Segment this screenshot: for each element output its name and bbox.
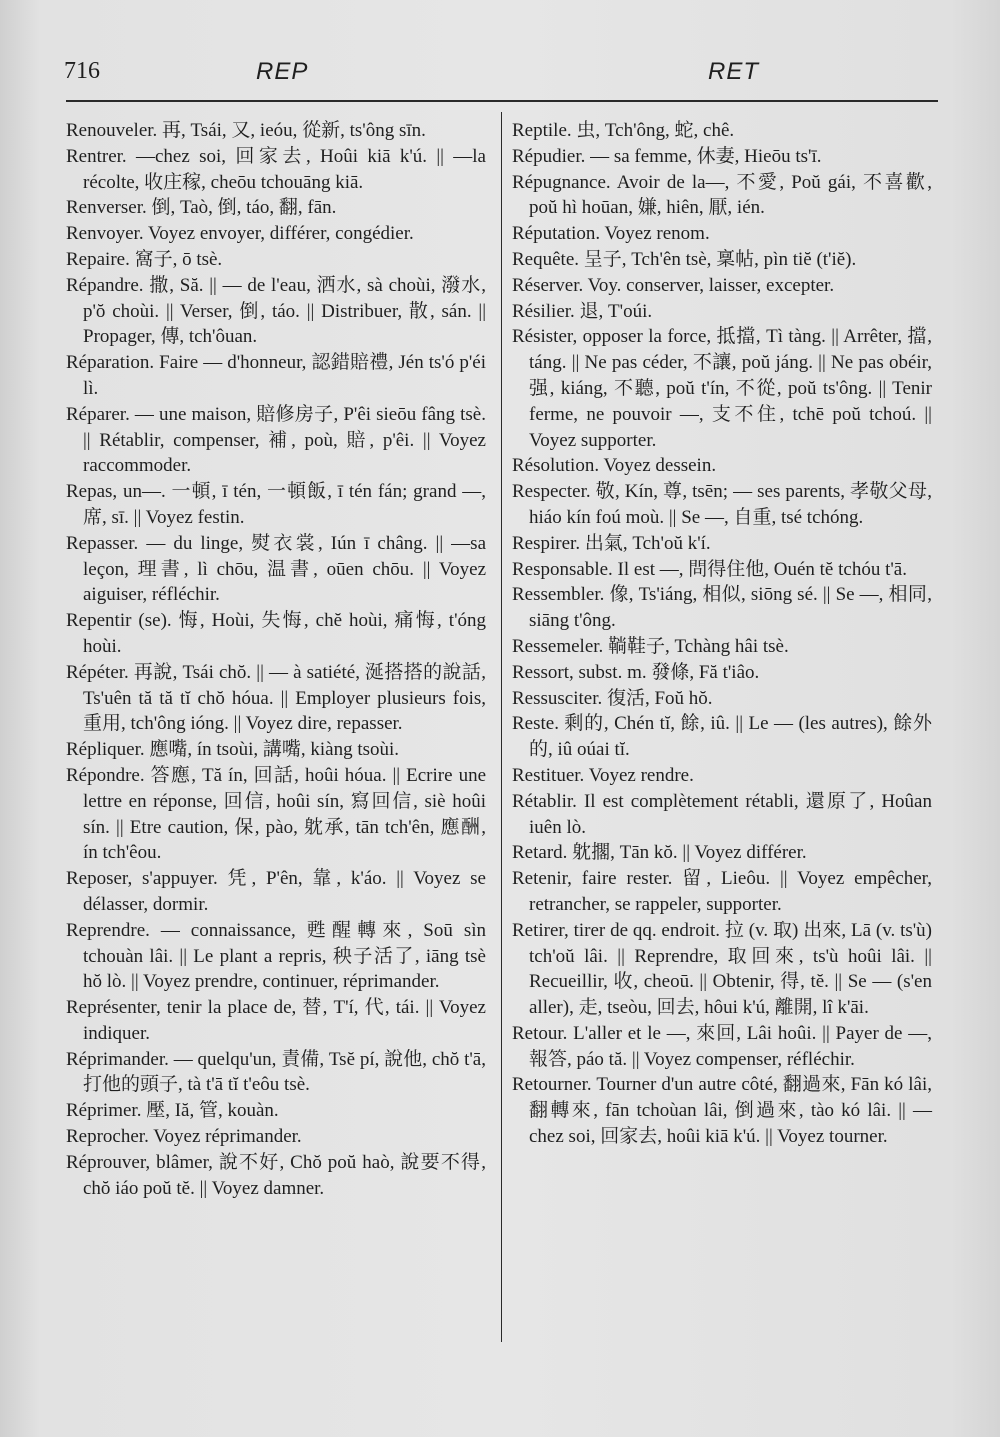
entry-repaire: Repaire. 窩子, ō tsè. xyxy=(66,248,223,270)
entry-reprimander: Réprimander. — quelqu'un, 責備, Tsĕ pí, 說他, chŏ t'ā, 打他的頭子, tà t'ā tĭ t'eôu tsè. xyxy=(66,1048,486,1096)
entry-repudier: Répudier. — sa femme, 休妻, Hieōu ts'ī. xyxy=(512,145,822,167)
entry-retour: Retour. L'aller et le —, 來回, Lâi hoûi. || Payer de —, 報答, páo tă. || Voyez compenser, réfléchir. xyxy=(512,1022,932,1070)
entry-reparation: Réparation. Faire — d'honneur, 認錯賠禮, Jén ts'ó p'éi lì. xyxy=(66,352,486,399)
entry-resister: Résister, opposer la force, 抵擋, Tì tàng. || Arrêter, 擋, táng. || Ne pas céder, 不讓, poŭ jáng. || Ne pas obéir, 强, kiáng, 不聽, poŭ t'ín, 不從, poŭ ts'ông. || Tenir ferme, ne pouvoir —, 支不住, tchē poŭ tchoú. || Voyez supporter. xyxy=(512,326,932,451)
entry-reparer: Réparer. — une maison, 賠修房子, P'êi sieōu fâng tsè. || Rétablir, compenser, 補, poù, 賠, p'êi. || Voyez raccommoder. xyxy=(66,403,486,477)
entry-reposer: Reposer, s'appuyer. 凭, P'ên, 靠, k'áo. || Voyez se délasser, dormir. xyxy=(66,868,486,915)
entry-resilier: Résilier. 退, T'oúi. xyxy=(512,300,653,322)
entry-ressusciter: Ressusciter. 復活, Foŭ hŏ. xyxy=(512,687,713,709)
left-column xyxy=(66,118,486,1201)
entry-repliquer: Répliquer. 應嘴, ín tsoùi, 講嘴, kiàng tsoùi. xyxy=(66,739,400,761)
entry-ressembler: Ressembler. 像, Ts'iáng, 相似, siōng sé. || Se —, 相同, siāng t'ông. xyxy=(512,584,932,632)
entry-reptile: Reptile. 虫, Tch'ông, 蛇, chê. xyxy=(512,120,735,141)
entry-repandre: Répandre. 撒, Să. || — de l'eau, 洒水, sà choùi, 潑水, p'ŏ choùi. || Verser, 倒, táo. || Distribuer, 散, sán. || Propager, 傳, tch'ôuan. xyxy=(66,274,486,348)
entry-reste: Reste. 剩的, Chén tĭ, 餘, iû. || Le — (les autres), 餘外的, iû oúai tĭ. xyxy=(512,713,932,761)
entry-renverser: Renverser. 倒, Taò, 倒, táo, 翻, fān. xyxy=(66,197,337,219)
entry-renouveler: Renouveler. 再, Tsái, 又, ieóu, 從新, ts'ông sīn. xyxy=(66,120,426,141)
header-rule xyxy=(66,100,938,102)
entry-respecter: Respecter. 敬, Kín, 尊, tsēn; — ses parents, 孝敬父母, hiáo kín foú moù. || Se —, 自重, tsé tchóng. xyxy=(512,481,932,528)
entry-requete: Requête. 呈子, Tch'ên tsè, 稟帖, pìn tiĕ (t'iĕ). xyxy=(512,248,857,270)
entry-ressort: Ressort, subst. m. 發條, Fă t'iâo. xyxy=(512,661,760,683)
entry-retourner: Retourner. Tourner d'un autre côté, 翻過來, Fān kó lâi, 翻轉來, fān tchoùan lâi, 倒過來, tào kó lâi. || — chez soi, 回家去, hoûi kiā k'ú. || Voyez tourner. xyxy=(512,1074,932,1148)
entry-ressemeler: Ressemeler. 鞝鞋子, Tchàng hâi tsè. xyxy=(512,635,789,657)
left-guide-word: REP xyxy=(256,58,309,85)
entry-reprocher: Reprocher. Voyez réprimander. xyxy=(66,1126,302,1148)
entry-retirer: Retirer, tirer de qq. endroit. 拉 (v. 取) 出來, Lā (v. ts'ù) tch'oŭ lâi. || Reprendre, 取回來, ts'ù hoûi lâi. || Recueillir, 收, cheoū. || Obtenir, 得, tĕ. || Se — (s'en aller), 走, tseòu, 回去, hôui k'ú, 離開, lî k'āi. xyxy=(512,919,932,1019)
page-number: 716 xyxy=(64,58,100,84)
entry-reprouver: Réprouver, blâmer, 說不好, Chŏ poŭ haò, 說要不得, chŏ iáo poŭ tĕ. || Voyez damner. xyxy=(66,1151,486,1199)
entry-reputation: Réputation. Voyez renom. xyxy=(512,223,710,245)
entry-retard: Retard. 躭擱, Tān kŏ. || Voyez différer. xyxy=(512,842,807,864)
entry-repeter: Répéter. 再說, Tsái chŏ. || — à satiété, 涎搭搭的說話, Ts'uên tă tă tĭ chŏ hóua. || Employer plusieurs fois, 重用, tch'ông ióng. || Voyez dire, repasser. xyxy=(66,661,486,735)
entry-repasser: Repasser. — du linge, 熨衣裳, Iún ī châng. || —sa leçon, 理書, lì chōu, 温書, oūen chōu. || Voyez aiguiser, réfléchir. xyxy=(66,532,486,606)
entry-retablir: Rétablir. Il est complètement rétabli, 還原了, Hoûan iuên lò. xyxy=(512,790,932,838)
entry-resolution: Résolution. Voyez dessein. xyxy=(512,455,717,477)
entry-renvoyer: Renvoyer. Voyez envoyer, différer, congédier. xyxy=(66,223,414,245)
entry-retenir: Retenir, faire rester. 留, Lieôu. || Voyez empêcher, retrancher, se rappeler, supporter. xyxy=(512,868,932,915)
column-divider xyxy=(501,112,502,1342)
entry-responsable: Responsable. Il est —, 問得住他, Ouén tĕ tchóu t'ā. xyxy=(512,558,907,580)
entry-reprendre: Reprendre. — connaissance, 甦醒轉來, Soū sìn tchouàn lâi. || Le plant a repris, 秧子活了, iāng tsè hŏ lò. || Voyez prendre, continuer, réprimander. xyxy=(66,919,486,993)
right-guide-word: RET xyxy=(708,58,759,85)
entry-repentir: Repentir (se). 悔, Hoùi, 失悔, chĕ hoùi, 痛悔, t'óng hoùi. xyxy=(66,610,486,657)
entry-repondre: Répondre. 答應, Tă ín, 回話, hoûi hóua. || Ecrire une lettre en réponse, 回信, hoûi sín, 寫回信, siè hoûi sín. || Etre caution, 保, pào, 躭承, tān tch'ên, 應酬, ín tch'êou. xyxy=(66,764,486,864)
entry-rentrer: Rentrer. —chez soi, 回家去, Hoûi kiā k'ú. || —la récolte, 收庄稼, cheōu tchouāng kiā. xyxy=(66,145,486,193)
entry-restituer: Restituer. Voyez rendre. xyxy=(512,764,694,786)
entry-reprimer: Réprimer. 壓, Iă, 管, kouàn. xyxy=(66,1100,279,1122)
entry-representer: Représenter, tenir la place de, 替, T'í, 代, tái. || Voyez indiquer. xyxy=(66,997,486,1044)
entry-reserver: Réserver. Voy. conserver, laisser, excepter. xyxy=(512,274,835,296)
entry-repugnance: Répugnance. Avoir de la—, 不愛, Poŭ gái, 不喜歡, poŭ hì hoūan, 嫌, hiên, 厭, ién. xyxy=(512,171,932,219)
right-column xyxy=(512,118,932,1150)
entry-repas: Repas, un—. 一頓, ī tén, 一頓飯, ī tén fán; grand —, 席, sī. || Voyez festin. xyxy=(66,481,486,528)
entry-respirer: Respirer. 出氣, Tch'oŭ k'í. xyxy=(512,532,711,554)
